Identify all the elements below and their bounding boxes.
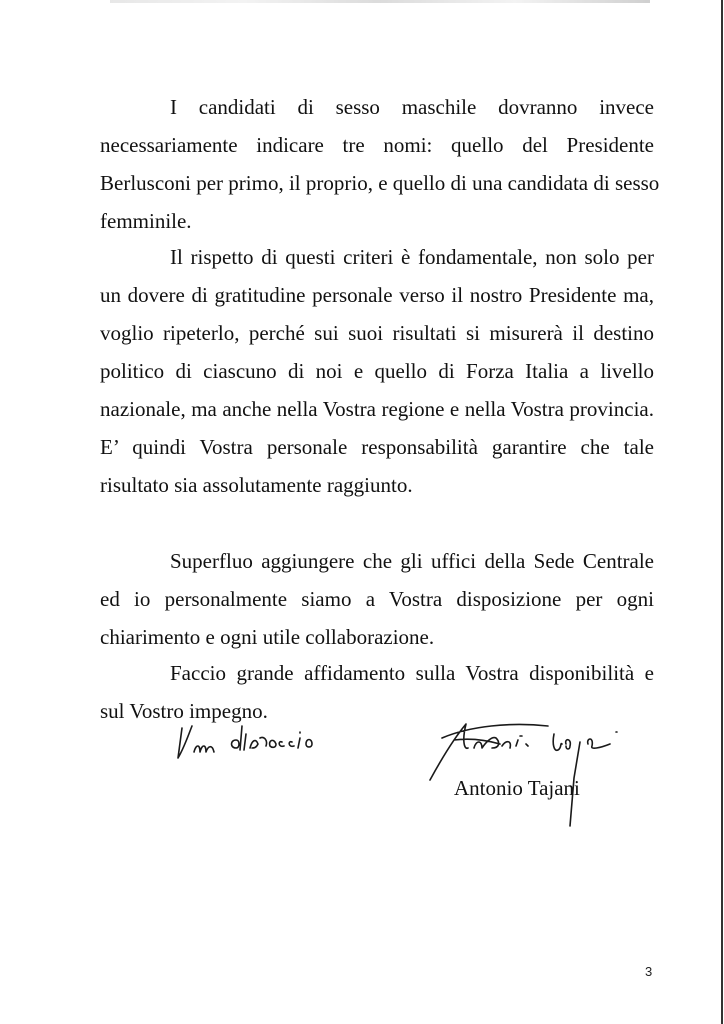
text-line: un dovere di gratitudine personale verso il nostro Presidente ma, [100,283,654,307]
text-line: chiarimento e ogni utile collaborazione. [100,625,435,649]
text-line: risultato sia assolutamente raggiunto. [100,473,413,497]
paragraph-2 [100,238,654,504]
signatory-name: Antonio Tajani [454,776,580,800]
text-line: voglio ripeterlo, perché sui suoi risultati si misurerà il destino [100,321,654,345]
text-line: necessariamente indicare tre nomi: quello del Presidente [100,133,654,157]
handwritten-signature-icon [170,718,710,828]
handwriting-signature [430,724,617,826]
scan-artifact [110,0,650,3]
text-line: Berlusconi per primo, il proprio, e quello di una candidata di sesso [100,171,660,195]
page-number: 3 [645,964,653,979]
text-line: ed io personalmente siamo a Vostra disposizione per ogni [100,587,654,611]
paragraph-3 [100,542,654,656]
text-line: Faccio grande affidamento sulla Vostra disponibilità e [170,661,654,685]
page-edge [721,0,723,1024]
handwriting-closing [178,726,214,758]
text-line: politico di ciascuno di noi e quello di Forza Italia a livello [100,359,654,383]
text-line: I candidati di sesso maschile dovranno invece [170,95,654,119]
text-line: Superfluo aggiungere che gli uffici della Sede Centrale [170,549,654,573]
text-line: nazionale, ma anche nella Vostra regione e nella Vostra provincia. [100,397,654,421]
text-line: femminile. [100,209,192,233]
text-line: E’ quindi Vostra personale responsabilità garantire che tale [100,435,654,459]
text-line: Il rispetto di questi criteri è fondamentale, non solo per [170,245,654,269]
text-line: sul Vostro impegno. [100,699,268,723]
paragraph-1 [100,88,660,240]
